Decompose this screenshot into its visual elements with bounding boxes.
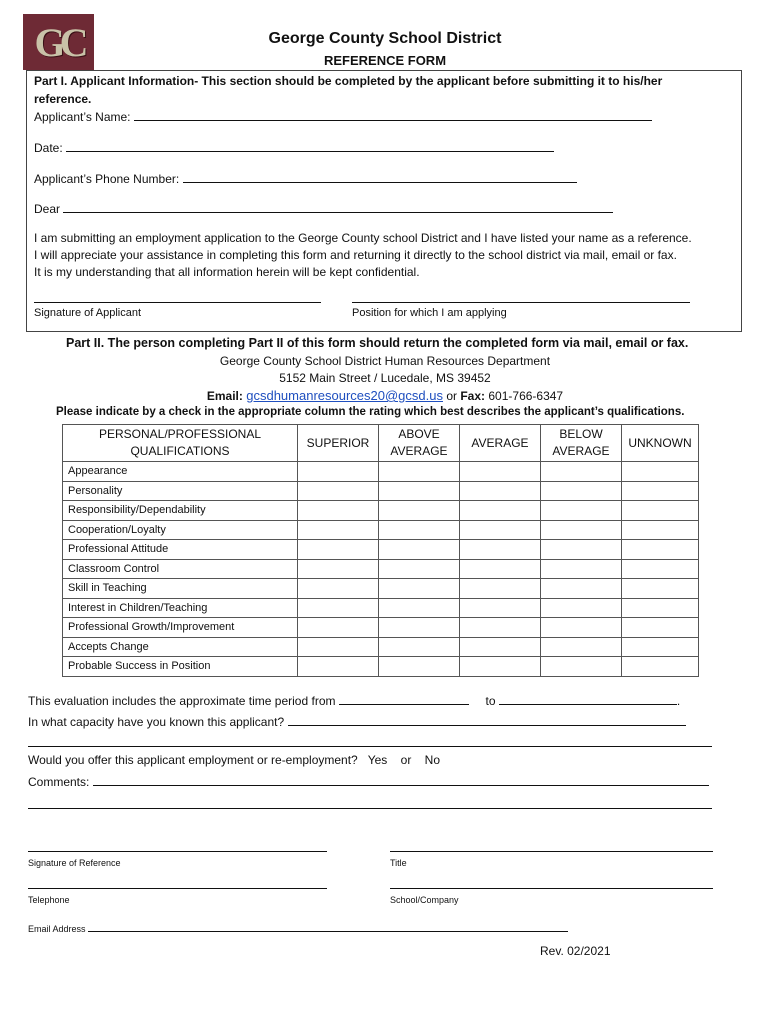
title-line[interactable] <box>390 851 713 852</box>
rating-checkbox-cell[interactable] <box>460 579 541 599</box>
period-to-field[interactable] <box>499 693 677 705</box>
rating-checkbox-cell[interactable] <box>622 501 699 521</box>
or-text: or <box>446 389 457 403</box>
signature-applicant-label: Signature of Applicant <box>34 307 142 319</box>
period-from-field[interactable] <box>339 693 469 705</box>
email-link[interactable]: gcsdhumanresources20@gcsd.us <box>246 388 443 403</box>
capacity-field[interactable] <box>288 714 686 726</box>
table-row <box>63 598 699 618</box>
rating-checkbox-cell[interactable] <box>622 637 699 657</box>
rating-checkbox-cell[interactable] <box>298 462 379 482</box>
fax-label: Fax: <box>460 389 486 403</box>
qualification-label: Professional Growth/Improvement <box>63 618 298 638</box>
position-line[interactable] <box>352 302 690 303</box>
rating-checkbox-cell[interactable] <box>622 520 699 540</box>
rating-checkbox-cell[interactable] <box>460 657 541 677</box>
rating-checkbox-cell[interactable] <box>298 618 379 638</box>
rating-checkbox-cell[interactable] <box>298 598 379 618</box>
applicant-name-label: Applicant’s Name: <box>34 110 131 124</box>
telephone-line[interactable] <box>28 888 327 889</box>
rating-checkbox-cell[interactable] <box>379 481 460 501</box>
rating-checkbox-cell[interactable] <box>460 501 541 521</box>
offer-question: Would you offer this applicant employment or re-employment? <box>28 753 358 767</box>
table-row <box>63 559 699 579</box>
paragraph-line3: It is my understanding that all information herein will be kept confidential. <box>34 265 420 279</box>
rating-checkbox-cell[interactable] <box>379 559 460 579</box>
phone-field[interactable] <box>183 171 577 183</box>
rating-checkbox-cell[interactable] <box>379 462 460 482</box>
school-label: School/Company <box>390 895 459 905</box>
phone-row <box>34 171 577 186</box>
rating-checkbox-cell[interactable] <box>298 579 379 599</box>
rating-checkbox-cell[interactable] <box>541 559 622 579</box>
reference-name-field[interactable] <box>63 201 613 213</box>
rating-checkbox-cell[interactable] <box>379 618 460 638</box>
rating-table-body <box>63 462 699 677</box>
header-superior: SUPERIOR <box>298 425 379 462</box>
qualification-label: Appearance <box>63 462 298 482</box>
rating-checkbox-cell[interactable] <box>622 598 699 618</box>
qualification-label: Skill in Teaching <box>63 579 298 599</box>
fax-number: 601-766-6347 <box>488 389 564 403</box>
rating-checkbox-cell[interactable] <box>460 559 541 579</box>
rating-table <box>62 424 699 677</box>
table-row <box>63 540 699 560</box>
dear-row <box>34 201 613 216</box>
reference-signature-label: Signature of Reference <box>28 858 121 868</box>
offer-no[interactable]: No <box>424 753 441 767</box>
rating-checkbox-cell[interactable] <box>541 637 622 657</box>
rating-checkbox-cell[interactable] <box>460 520 541 540</box>
rating-checkbox-cell[interactable] <box>622 462 699 482</box>
table-row <box>63 618 699 638</box>
rating-checkbox-cell[interactable] <box>298 540 379 560</box>
table-row <box>63 462 699 482</box>
table-row <box>63 520 699 540</box>
rating-checkbox-cell[interactable] <box>379 579 460 599</box>
table-row <box>63 501 699 521</box>
rating-checkbox-cell[interactable] <box>298 657 379 677</box>
rating-checkbox-cell[interactable] <box>379 598 460 618</box>
date-label: Date: <box>34 141 63 155</box>
rating-checkbox-cell[interactable] <box>541 520 622 540</box>
header-qualifications: PERSONAL/PROFESSIONAL QUALIFICATIONS <box>63 425 298 462</box>
qualification-label: Responsibility/Dependability <box>63 501 298 521</box>
capacity-label: In what capacity have you known this applicant? <box>28 715 285 729</box>
table-row <box>63 637 699 657</box>
rating-checkbox-cell[interactable] <box>622 657 699 677</box>
comments-row <box>28 774 709 789</box>
logo-lettering: GC <box>34 19 83 65</box>
rating-instruction: Please indicate by a check in the appropriate column the rating which best describes the applicant’s qualifications. <box>56 406 685 418</box>
form-title: REFERENCE FORM <box>323 53 447 68</box>
email-address-label: Email Address <box>28 924 86 934</box>
rating-checkbox-cell[interactable] <box>541 501 622 521</box>
period-row: This evaluation includes the approximate time period from to . <box>28 694 681 708</box>
capacity-row <box>28 714 686 729</box>
rating-checkbox-cell[interactable] <box>379 520 460 540</box>
rating-checkbox-cell[interactable] <box>460 540 541 560</box>
rating-checkbox-cell[interactable] <box>622 579 699 599</box>
table-header-row <box>63 425 699 462</box>
title-label: Title <box>390 858 407 868</box>
rating-checkbox-cell[interactable] <box>460 637 541 657</box>
header-below-average: BELOW AVERAGE <box>541 425 622 462</box>
rating-checkbox-cell[interactable] <box>541 481 622 501</box>
rating-checkbox-cell[interactable] <box>622 618 699 638</box>
hr-department: George County School District Human Resources Department <box>219 354 551 368</box>
comments-label: Comments: <box>28 775 90 789</box>
paragraph-line2: I will appreciate your assistance in completing this form and returning it directly to the school district via mail, email or fax. <box>34 248 677 262</box>
rating-checkbox-cell[interactable] <box>460 598 541 618</box>
qualification-label: Interest in Children/Teaching <box>63 598 298 618</box>
email-address-field[interactable] <box>88 923 568 932</box>
offer-yes[interactable]: Yes <box>367 753 388 767</box>
rating-checkbox-cell[interactable] <box>298 501 379 521</box>
rating-checkbox-cell[interactable] <box>379 637 460 657</box>
header-unknown: UNKNOWN <box>622 425 699 462</box>
dear-label: Dear <box>34 202 61 216</box>
qualification-label: Accepts Change <box>63 637 298 657</box>
rating-checkbox-cell[interactable] <box>541 618 622 638</box>
rating-checkbox-cell[interactable] <box>622 540 699 560</box>
part1-heading-line2: reference. <box>34 92 92 106</box>
header-average: AVERAGE <box>460 425 541 462</box>
rating-checkbox-cell[interactable] <box>460 462 541 482</box>
rating-checkbox-cell[interactable] <box>379 657 460 677</box>
rating-checkbox-cell[interactable] <box>460 618 541 638</box>
qualification-label: Professional Attitude <box>63 540 298 560</box>
rating-checkbox-cell[interactable] <box>622 559 699 579</box>
rating-checkbox-cell[interactable] <box>541 462 622 482</box>
contact-row <box>0 388 770 403</box>
rating-checkbox-cell[interactable] <box>298 559 379 579</box>
telephone-label: Telephone <box>28 895 70 905</box>
offer-row <box>28 753 440 767</box>
applicant-name-field[interactable] <box>134 109 652 121</box>
rating-checkbox-cell[interactable] <box>298 481 379 501</box>
table-row <box>63 481 699 501</box>
rating-checkbox-cell[interactable] <box>541 598 622 618</box>
rating-checkbox-cell[interactable] <box>541 540 622 560</box>
table-row <box>63 579 699 599</box>
comments-field[interactable] <box>93 774 709 786</box>
qualification-label: Cooperation/Loyalty <box>63 520 298 540</box>
qualification-label: Personality <box>63 481 298 501</box>
email-address-row <box>28 923 568 934</box>
table-row <box>63 657 699 677</box>
document-title: George County School District <box>268 30 502 47</box>
paragraph-line1: I am submitting an employment application to the George County school District and I have listed your name as a reference. <box>34 231 692 245</box>
hr-address: 5152 Main Street / Lucedale, MS 39452 <box>279 371 491 385</box>
applicant-signature-line[interactable] <box>34 302 321 303</box>
part1-heading-line1: Part I. Applicant Information- This section should be completed by the applicant before submitting it to his/her <box>34 74 663 88</box>
rating-checkbox-cell[interactable] <box>298 637 379 657</box>
school-line[interactable] <box>390 888 713 889</box>
period-label: This evaluation includes the approximate time period from <box>28 694 336 708</box>
period-to-label: to <box>485 694 496 708</box>
applicant-name-row <box>34 109 652 124</box>
reference-signature-line[interactable] <box>28 851 327 852</box>
date-row <box>34 140 554 155</box>
revision-label: Rev. 02/2021 <box>540 944 611 958</box>
date-field[interactable] <box>66 140 554 152</box>
rating-checkbox-cell[interactable] <box>379 540 460 560</box>
rating-checkbox-cell[interactable] <box>460 481 541 501</box>
capacity-continuation-line[interactable] <box>28 746 712 747</box>
position-label: Position for which I am applying <box>352 307 507 319</box>
phone-label: Applicant’s Phone Number: <box>34 172 180 186</box>
rating-checkbox-cell[interactable] <box>379 501 460 521</box>
rating-checkbox-cell[interactable] <box>622 481 699 501</box>
qualification-label: Classroom Control <box>63 559 298 579</box>
rating-checkbox-cell[interactable] <box>541 579 622 599</box>
rating-checkbox-cell[interactable] <box>298 520 379 540</box>
rating-checkbox-cell[interactable] <box>541 657 622 677</box>
part2-heading: Part II. The person completing Part II of this form should return the completed form via mail, email or fax. <box>66 336 689 350</box>
email-label: Email: <box>206 389 243 403</box>
comments-continuation-line[interactable] <box>28 808 712 809</box>
header-above-average: ABOVE AVERAGE <box>379 425 460 462</box>
qualification-label: Probable Success in Position <box>63 657 298 677</box>
offer-or: or <box>400 753 412 767</box>
